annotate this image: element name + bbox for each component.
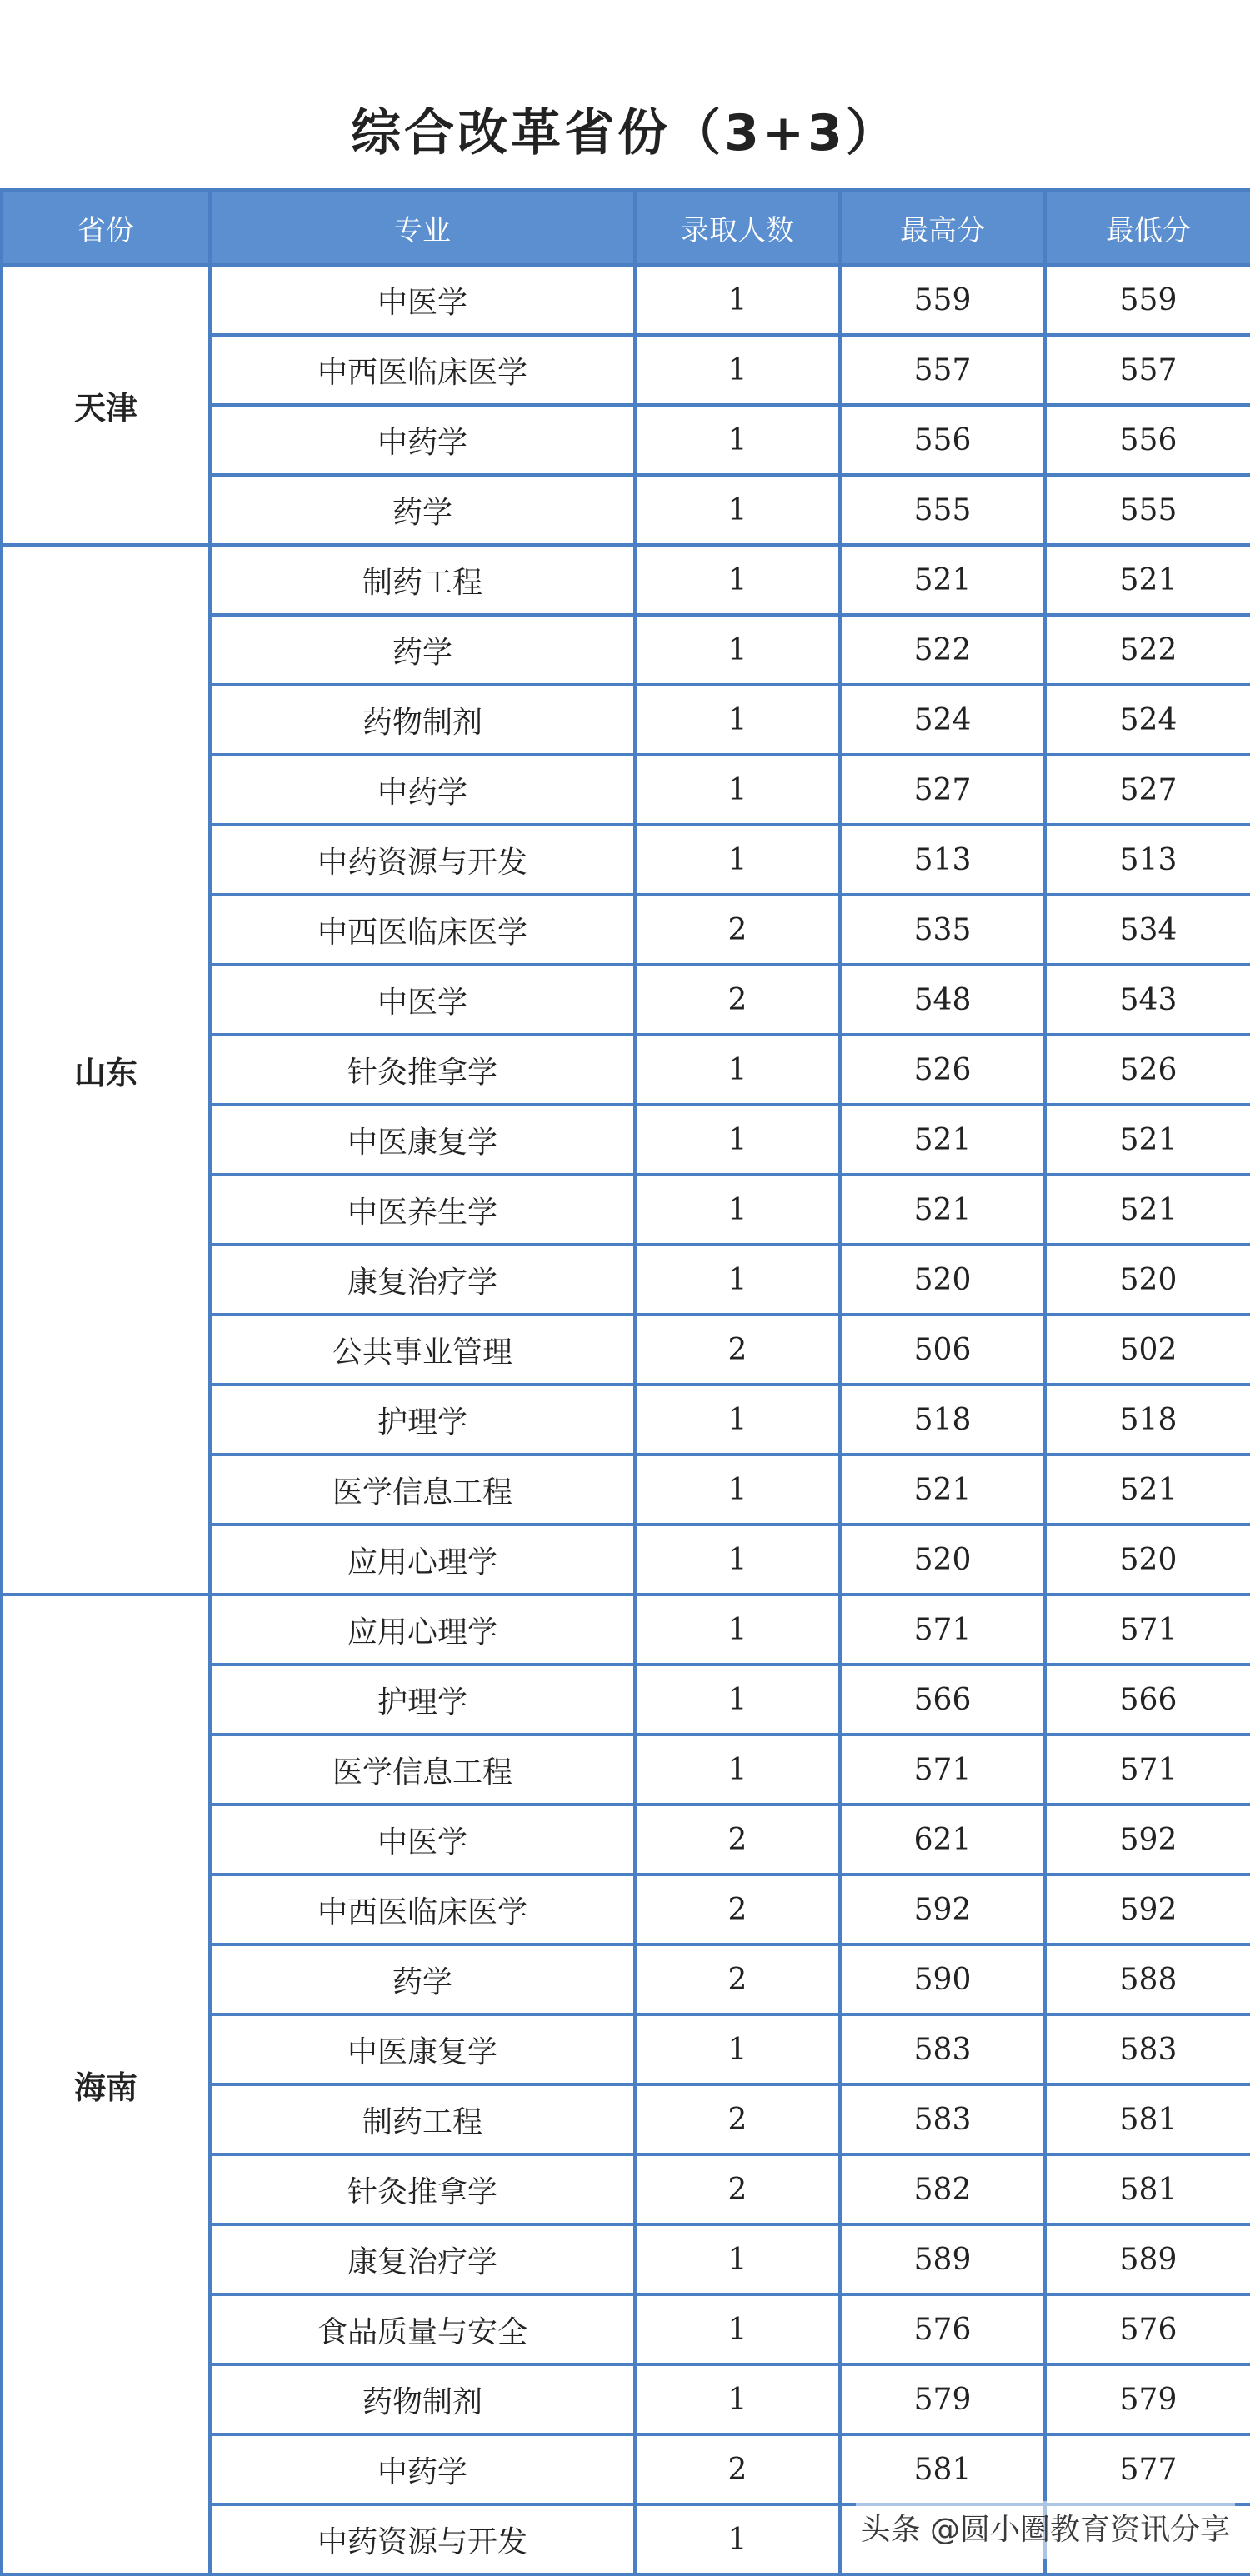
admitted-count-cell: 1 [635, 825, 840, 895]
page-title: 综合改革省份（3+3） [351, 104, 899, 162]
lowest-score-cell: 571 [1045, 1735, 1250, 1805]
lowest-score-cell: 557 [1045, 335, 1250, 405]
admitted-count-cell: 1 [635, 335, 840, 405]
highest-score-cell: 521 [840, 1105, 1045, 1175]
major-cell: 中药资源与开发 [210, 825, 635, 895]
lowest-score-cell: 520 [1045, 1245, 1250, 1315]
major-cell: 中医康复学 [210, 1105, 635, 1175]
header-admitted-count: 录取人数 [635, 190, 840, 265]
admitted-count-cell: 1 [635, 1735, 840, 1805]
admitted-count-cell: 1 [635, 1105, 840, 1175]
lowest-score-cell: 527 [1045, 755, 1250, 825]
lowest-score-cell: 521 [1045, 1175, 1250, 1245]
major-cell: 公共事业管理 [210, 1315, 635, 1385]
lowest-score-cell: 521 [1045, 1105, 1250, 1175]
admitted-count-cell: 1 [635, 1035, 840, 1105]
lowest-score-cell: 518 [1045, 1385, 1250, 1455]
major-cell: 中药资源与开发 [210, 2504, 635, 2574]
lowest-score-cell: 588 [1045, 1944, 1250, 2014]
admitted-count-cell: 1 [635, 1245, 840, 1315]
major-cell: 康复治疗学 [210, 1245, 635, 1315]
admitted-count-cell: 1 [635, 2224, 840, 2294]
major-cell: 医学信息工程 [210, 1735, 635, 1805]
highest-score-cell: 583 [840, 2084, 1045, 2154]
highest-score-cell: 521 [840, 1175, 1045, 1245]
lowest-score-cell: 521 [1045, 545, 1250, 615]
major-cell: 中医学 [210, 965, 635, 1035]
admitted-count-cell: 1 [635, 1455, 840, 1525]
admitted-count-cell: 1 [635, 475, 840, 545]
admitted-count-cell: 2 [635, 1315, 840, 1385]
admitted-count-cell: 1 [635, 1525, 840, 1595]
highest-score-cell: 582 [840, 2154, 1045, 2224]
lowest-score-cell: 589 [1045, 2224, 1250, 2294]
lowest-score-cell: 521 [1045, 1455, 1250, 1525]
major-cell: 中西医临床医学 [210, 335, 635, 405]
lowest-score-cell: 577 [1045, 2434, 1250, 2504]
admitted-count-cell: 2 [635, 1875, 840, 1944]
admitted-count-cell: 1 [635, 1665, 840, 1735]
highest-score-cell: 548 [840, 965, 1045, 1035]
highest-score-cell: 589 [840, 2224, 1045, 2294]
admitted-count-cell: 1 [635, 2504, 840, 2574]
admitted-count-cell: 1 [635, 615, 840, 685]
major-cell: 中药学 [210, 405, 635, 475]
admitted-count-cell: 1 [635, 1175, 840, 1245]
province-cell: 山东 [2, 545, 210, 1595]
province-cell: 海南 [2, 1595, 210, 2574]
major-cell: 护理学 [210, 1385, 635, 1455]
admitted-count-cell: 2 [635, 2154, 840, 2224]
highest-score-cell: 590 [840, 1944, 1045, 2014]
highest-score-cell: 557 [840, 335, 1045, 405]
admission-score-table [0, 188, 1250, 2576]
province-cell: 天津 [2, 265, 210, 545]
header-lowest-score: 最低分 [1045, 190, 1250, 265]
highest-score-cell: 535 [840, 895, 1045, 965]
highest-score-cell: 583 [840, 2014, 1045, 2084]
admitted-count-cell: 1 [635, 405, 840, 475]
highest-score-cell: 520 [840, 1525, 1045, 1595]
highest-score-cell: 576 [840, 2294, 1045, 2364]
major-cell: 医学信息工程 [210, 1455, 635, 1525]
major-cell: 针灸推拿学 [210, 2154, 635, 2224]
lowest-score-cell: 579 [1045, 2364, 1250, 2434]
lowest-score-cell: 534 [1045, 895, 1250, 965]
admitted-count-cell: 2 [635, 1805, 840, 1875]
lowest-score-cell: 566 [1045, 1665, 1250, 1735]
major-cell: 食品质量与安全 [210, 2294, 635, 2364]
lowest-score-cell: 581 [1045, 2084, 1250, 2154]
header-province: 省份 [2, 190, 210, 265]
highest-score-cell: 520 [840, 1245, 1045, 1315]
major-cell: 中医康复学 [210, 2014, 635, 2084]
major-cell: 中药学 [210, 755, 635, 825]
header-major: 专业 [210, 190, 635, 265]
admitted-count-cell: 1 [635, 2294, 840, 2364]
table-row [2, 1595, 1250, 1665]
major-cell: 药学 [210, 475, 635, 545]
highest-score-cell: 506 [840, 1315, 1045, 1385]
major-cell: 制药工程 [210, 2084, 635, 2154]
major-cell: 药物制剂 [210, 685, 635, 755]
highest-score-cell: 571 [840, 1735, 1045, 1805]
header-highest-score: 最高分 [840, 190, 1045, 265]
major-cell: 护理学 [210, 1665, 635, 1735]
lowest-score-cell: 556 [1045, 405, 1250, 475]
highest-score-cell: 526 [840, 1035, 1045, 1105]
major-cell: 康复治疗学 [210, 2224, 635, 2294]
admitted-count-cell: 2 [635, 965, 840, 1035]
major-cell: 应用心理学 [210, 1525, 635, 1595]
admitted-count-cell: 2 [635, 2084, 840, 2154]
major-cell: 中医养生学 [210, 1175, 635, 1245]
admitted-count-cell: 2 [635, 1944, 840, 2014]
lowest-score-cell: 520 [1045, 1525, 1250, 1595]
admitted-count-cell: 1 [635, 1385, 840, 1455]
table-row [2, 265, 1250, 335]
lowest-score-cell: 583 [1045, 2014, 1250, 2084]
major-cell: 药学 [210, 615, 635, 685]
admitted-count-cell: 2 [635, 2434, 840, 2504]
highest-score-cell: 592 [840, 1875, 1045, 1944]
highest-score-cell: 524 [840, 685, 1045, 755]
major-cell: 药学 [210, 1944, 635, 2014]
lowest-score-cell: 571 [1045, 1595, 1250, 1665]
highest-score-cell: 513 [840, 825, 1045, 895]
lowest-score-cell: 502 [1045, 1315, 1250, 1385]
highest-score-cell: 581 [840, 2434, 1045, 2504]
major-cell: 中医学 [210, 1805, 635, 1875]
admitted-count-cell: 2 [635, 895, 840, 965]
admitted-count-cell: 1 [635, 545, 840, 615]
major-cell: 药物制剂 [210, 2364, 635, 2434]
watermark: 头条 @圆小圈教育资讯分享 [856, 2501, 1235, 2559]
highest-score-cell: 579 [840, 2364, 1045, 2434]
highest-score-cell: 521 [840, 1455, 1045, 1525]
highest-score-cell: 521 [840, 545, 1045, 615]
admitted-count-cell: 1 [635, 685, 840, 755]
admitted-count-cell: 1 [635, 265, 840, 335]
table-header-row [2, 190, 1250, 265]
lowest-score-cell: 524 [1045, 685, 1250, 755]
lowest-score-cell: 592 [1045, 1875, 1250, 1944]
major-cell: 应用心理学 [210, 1595, 635, 1665]
major-cell: 中医学 [210, 265, 635, 335]
highest-score-cell: 518 [840, 1385, 1045, 1455]
major-cell: 中药学 [210, 2434, 635, 2504]
highest-score-cell: 559 [840, 265, 1045, 335]
highest-score-cell: 571 [840, 1595, 1045, 1665]
table-row [2, 545, 1250, 615]
highest-score-cell: 527 [840, 755, 1045, 825]
lowest-score-cell: 559 [1045, 265, 1250, 335]
major-cell: 针灸推拿学 [210, 1035, 635, 1105]
lowest-score-cell: 543 [1045, 965, 1250, 1035]
highest-score-cell: 555 [840, 475, 1045, 545]
major-cell: 制药工程 [210, 545, 635, 615]
highest-score-cell: 566 [840, 1665, 1045, 1735]
lowest-score-cell: 522 [1045, 615, 1250, 685]
lowest-score-cell: 592 [1045, 1805, 1250, 1875]
lowest-score-cell: 576 [1045, 2294, 1250, 2364]
lowest-score-cell: 513 [1045, 825, 1250, 895]
admitted-count-cell: 1 [635, 2364, 840, 2434]
admitted-count-cell: 1 [635, 755, 840, 825]
table-body [2, 265, 1250, 2574]
major-cell: 中西医临床医学 [210, 895, 635, 965]
highest-score-cell: 522 [840, 615, 1045, 685]
lowest-score-cell: 555 [1045, 475, 1250, 545]
admitted-count-cell: 1 [635, 2014, 840, 2084]
major-cell: 中西医临床医学 [210, 1875, 635, 1944]
lowest-score-cell: 526 [1045, 1035, 1250, 1105]
admitted-count-cell: 1 [635, 1595, 840, 1665]
highest-score-cell: 621 [840, 1805, 1045, 1875]
lowest-score-cell: 581 [1045, 2154, 1250, 2224]
highest-score-cell: 556 [840, 405, 1045, 475]
